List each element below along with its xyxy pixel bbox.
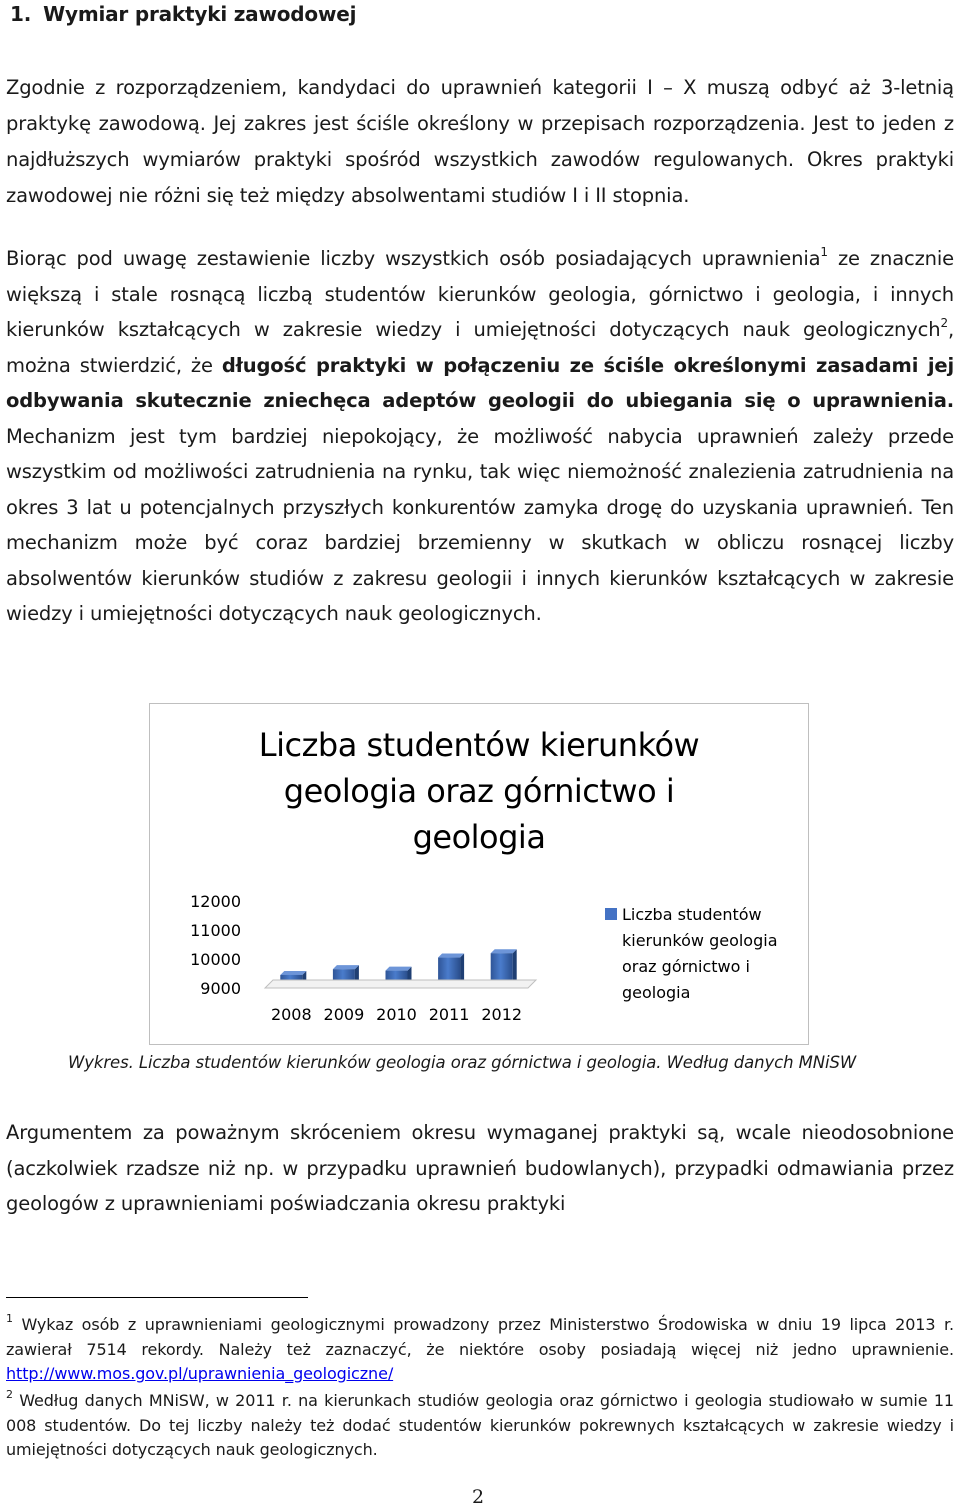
footnote-1-link[interactable]: http://www.mos.gov.pl/uprawnienia_geologiczne/ [6,1364,394,1383]
x-tick-label: 2011 [428,1005,470,1024]
chart-caption: Wykres. Liczba studentów kierunków geologia oraz górnictwa i geologia. Według danych MNiSW [68,1053,857,1072]
x-tick-label: 2009 [323,1005,365,1024]
paragraph-3: Argumentem za poważnym skróceniem okresu wymaganej praktyki są, wcale nieodosobnione (aczkolwiek rzadsze niż np. w przypadku uprawnień budowlanych), przypadki odmawiania przez geologów z uprawnieniami poświadczania okresu praktyki [6,1121,954,1215]
y-tick-label: 12000 [190,892,241,911]
bar-top [438,954,464,958]
section-heading [10,2,356,26]
chart-title-line-3: geologia [412,818,546,856]
y-tick-label: 11000 [190,921,241,940]
chart-title-line-2: geologia oraz górnictwo i [283,772,675,810]
paragraph-2 [6,241,954,632]
legend-swatch [605,908,617,920]
bar-top [333,965,359,969]
paragraph-2-part-2: ze znacznie większą i stale rosnącą liczbą studentów kierunków geologia, górnictwo i geologia, i innych kierunków kształcących w zakresie wiedzy i umiejętności dotyczących nauk geologicznych [6,247,954,341]
page-number: 2 [472,1486,485,1508]
legend-label: Liczba studentów [622,905,762,924]
footnote-2 [6,1389,954,1463]
paragraph-2-part-4: Mechanizm jest tym bardziej niepokojący, że możliwość nabycia uprawnień zależy przede wszystkim od możliwości zatrudnienia na rynku, tak więc niemożność znalezienia zatrudnienia na okres 3 lat u potencjalnych przyszłych konkurentów zamyka drogę do uzyskania uprawnień. Ten mechanizm może być coraz bardziej brzemienny w skutkach w obliczu rosnącej liczby absolwentów kierunków studiów z zakresu geologii i innych kierunków kształcących w zakresie wiedzy i umiejętności dotyczących nauk geologicznych. [6,424,954,625]
footnote-1-text: Wykaz osób z uprawnieniami geologicznymi prowadzony przez Ministerstwo Środowiska w dniu 19 lipca 2013 r. zawierał 7514 rekordy. Należy też zaznaczyć, że niektóre osoby posiadają więcej niż jedno uprawnienie. [6,1315,954,1359]
footnote-separator [6,1297,308,1298]
paragraph-2-part-3: , można stwierdzić, że [6,318,954,377]
bar-top [280,971,306,975]
chart-frame [149,703,809,1045]
x-tick-label: 2012 [481,1005,523,1024]
legend-label: kierunków geologia [622,931,778,950]
bar-chart [150,704,808,1044]
y-tick-label: 10000 [190,950,241,969]
x-tick-label: 2010 [376,1005,417,1024]
x-tick-label: 2008 [270,1005,312,1024]
section-title: Wymiar praktyki zawodowej [43,2,357,26]
y-tick-label: 9000 [200,979,241,998]
bar-top [491,949,517,953]
footnote-1-mark: 1 [6,1311,13,1325]
footnote-1 [6,1313,954,1387]
paragraph-2-part-1: Biorąc pod uwagę zestawienie liczby wszystkich osób posiadających uprawnienia [6,247,821,270]
paragraph-2-bold: długość praktyki w połączeniu ze ściśle określonymi zasadami jej odbywania skutecznie zniechęca adeptów geologii do ubiegania się o uprawnienia. [6,353,954,412]
bar-top [386,967,412,971]
footnote-2-text: Według danych MNiSW, w 2011 r. na kierunkach studiów geologia oraz górnictwo i geologia studiowało w sumie 11 008 studentów. Do tej liczby należy też dodać studentów kierunków pokrewnych kształcących w zakresie wiedzy i umiejętności dotyczących nauk geologicznych. [6,1391,954,1459]
chart-title-line-1: Liczba studentów kierunków [258,726,700,764]
legend-label: geologia [622,983,691,1002]
paragraph-1: Zgodnie z rozporządzeniem, kandydaci do uprawnień kategorii I – X muszą odbyć aż 3-letnią praktykę zawodową. Jej zakres jest ściśle określony w przepisach rozporządzenia. Jest to jeden z najdłuższych wymiarów praktyki spośród wszystkich zawodów regulowanych. Okres praktyki zawodowej nie różni się też między absolwentami studiów I i II stopnia. [6,76,954,207]
footnote-ref-2[interactable]: 2 [940,315,948,330]
footnote-2-mark: 2 [6,1387,13,1401]
section-number: 1. [10,2,32,26]
chart-floor [265,980,536,988]
legend-label: oraz górnictwo i [622,957,750,976]
footnote-ref-1[interactable]: 1 [820,244,828,259]
